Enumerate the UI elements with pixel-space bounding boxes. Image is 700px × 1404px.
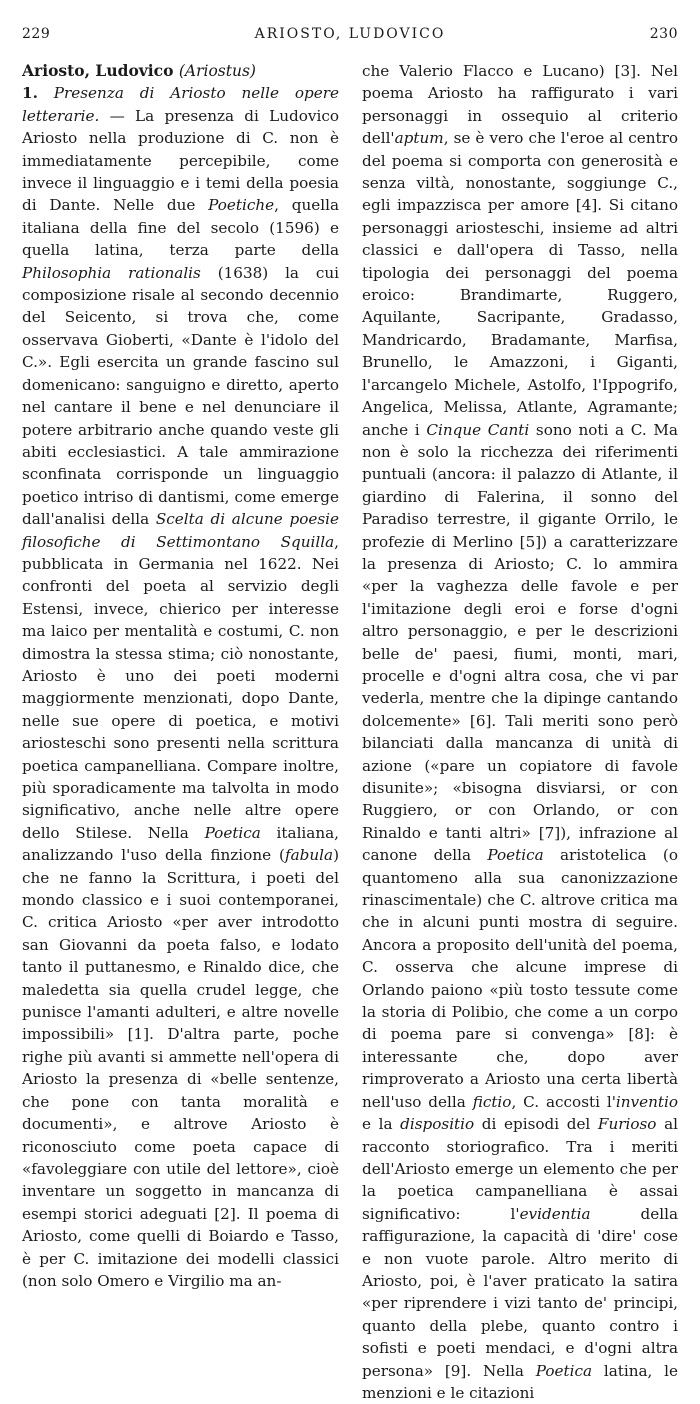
page-number-right: 230 xyxy=(649,26,678,42)
running-title: ARIOSTO, LUDOVICO xyxy=(254,26,446,42)
section-1-continuation xyxy=(362,60,678,1404)
italic-run: fictio xyxy=(472,1092,512,1111)
entry-title xyxy=(22,60,339,82)
italic-run: evidentia xyxy=(519,1204,591,1223)
section-title: Presenza di Ariosto nelle opere letterarie. xyxy=(22,84,340,125)
text-run: italiana, analizzando l'uso della finzione ( xyxy=(22,823,340,865)
text-run: e la xyxy=(362,1115,401,1134)
entry-name: Ariosto, Ludovico xyxy=(22,61,174,80)
text-run: sono noti a C. Ma non è solo la ricchezza dei riferimenti puntuali (ancora: il palazzo di Atlante, il giardino di Falerina, il sonno del Paradiso terrestre, il gigante Orrilo, le profezie di Merlino [5]) a caratterizzare la presenza di Ariosto; C. lo ammira «per la vaghezza delle favole e per l'imitazione degli eroi e forse d'ogni altro personaggio, e per le descrizioni belle de' paesi, fiumi, monti, mari, procelle e d'ogni altra cosa, che vi par vederla, mentre che la dipinge cantando dolcemente» [6]. Tali meriti sono però bilanciati dalla mancanza di unità di azione («pare un copiatore di favole disunite»; «bisogna disviarsi, or con Ruggiero, or con Orlando, or con Rinaldo e tanti altri» [7]), infrazione al canone della xyxy=(362,420,678,865)
italic-run: Poetica xyxy=(535,1361,593,1380)
text-run: , quella italiana della fine del secolo (1596) e quella latina, terza parte della xyxy=(22,196,340,260)
text-run: , se è vero che l'eroe al centro del poema si comporta con generosità e senza viltà, nonostante, soggiunge C., egli impazzisca per amore [4]. Si citano personaggi ariosteschi, insieme ad altri classici e dall'opera di Tasso, nella tipologia dei personaggi del poema eroico: Brandimarte, Ruggero, Aquilante, Sacripante, Gradasso, Mandricardo, Bradamante, Marfisa, Brunello, le Amazzoni, i Giganti, l'arcangelo Michele, Astolfo, l'Ippogrifo, Angelica, Melissa, Atlante, Agramante; anche i xyxy=(362,129,678,439)
italic-run: fabula xyxy=(284,846,334,865)
italic-run: dispositio xyxy=(400,1115,475,1134)
italic-run: Philosophia rationalis xyxy=(22,263,201,282)
italic-run: Poetica xyxy=(487,846,544,865)
text-run: (1638) la cui composizione risale al secondo decennio del Seicento, si trova che, come osservava Gioberti, «Dante è l'idolo del C.». Egli esercita un grande fascino sul domenicano: sanguigno e diretto, aperto nel cantare il bene e nel denunciare il potere arbitrario anche quando veste gli abiti ecclesiastici. A tale ammirazione sconfinata corrisponde un linguaggio poetico intriso di dantismi, come emerge dall'analisi della xyxy=(22,263,339,529)
text-run: al racconto storiografico. Tra i meriti dell'Ariosto emerge un elemento che per la poetica campanelliana è assai significativo: l' xyxy=(362,1115,678,1223)
section-1-paragraph xyxy=(22,82,339,1292)
text-run: — La presenza di Ludovico Ariosto nella produzione di C. non è immediatamente percepibile, come invece il linguaggio e i temi della poesia di Dante. Nelle due xyxy=(22,106,339,215)
text-run: latina, le menzioni e le citazioni xyxy=(362,1361,678,1402)
text-run: che Valerio Flacco e Lucano) [3]. Nel poema Ariosto ha raffigurato i vari personaggi in ossequio al criterio dell' xyxy=(362,62,678,148)
italic-run: Furioso xyxy=(597,1115,657,1134)
text-run: aristotelica (o quantomeno alla sua canonizzazione rinascimentale) che C. altrove critica ma che in alcuni punti mostra di seguire. Ancora a proposito dell'unità del poema, C. osserva che alcune imprese di Orlando paiono «più tosto tessute come la storia di Polibio, che come a un corpo di poema pare si convenga» [8]: è interessante che, dopo aver rimproverato a Ariosto una certa libertà nell'uso della xyxy=(362,846,678,1111)
text-run: di episodi del xyxy=(474,1115,598,1134)
text-run: della raffigurazione, la capacità di 'dire' cose e non vuote parole. Altro merito di Ariosto, poi, è l'aver praticato la satira «per riprendere i vizi tanto de' principi, quanto della plebe, quanto contro i sofisti e poeti mendaci, e d'ogni altra persona» [9]. Nella xyxy=(362,1204,678,1380)
italic-run: Poetiche xyxy=(208,196,275,215)
page-number-left: 229 xyxy=(22,26,51,42)
text-run: , C. accosti l' xyxy=(511,1092,616,1111)
page-header xyxy=(22,26,678,46)
italic-run: Poetica xyxy=(204,823,261,842)
text-run: , pubblicata in Germania nel 1622. Nei confronti del poeta al servizio degli Estensi, invece, chierico per interesse ma laico per mentalità e costumi, C. non dimostra la stessa stima; ciò nonostante, Ariosto è uno dei poeti moderni maggiormente menzionati, dopo Dante, nelle sue opere di poetica, e motivi ariosteschi sono presenti nella scrittura poetica campanelliana. Compare inoltre, più sporadicamente ma talvolta in modo significativo, anche nelle altre opere dello Stilese. Nella xyxy=(22,532,339,842)
right-column xyxy=(362,60,678,1404)
left-column xyxy=(22,60,339,1292)
entry-latin-name: (Ariostus) xyxy=(178,62,256,80)
italic-run: inventio xyxy=(615,1092,678,1111)
italic-run: aptum xyxy=(394,129,444,148)
italic-run: Cinque Canti xyxy=(426,420,530,439)
italic-run: Scelta di alcune poesie filosofiche di Settimontano Squilla xyxy=(22,510,339,551)
section-number: 1. xyxy=(22,84,38,103)
text-run: ) che ne fanno la Scrittura, i poeti del mondo classico e i suoi contemporanei, C. critica Ariosto «per aver introdotto san Giovanni da poeta falso, e lodato tanto il puttanesmo, e Rinaldo dice, che maledetta sia quella crudel legge, che punisce l'amanti adulteri, e altre novelle impossibili» [1]. D'altra parte, poche righe più avanti si ammette nell'opera di Ariosto la presenza di «belle sentenze, che pone con tanta moralità e documenti», e altrove Ariosto è riconosciuto come poeta capace di «favoleggiare con utile del lettore», cioè inventare un soggetto in mancanza di esempi storici adeguati [2]. Il poema di Ariosto, come quelli di Boiardo e Tasso, è per C. imitazione dei modelli classici (non solo Omero e Virgilio ma an- xyxy=(22,846,339,1290)
